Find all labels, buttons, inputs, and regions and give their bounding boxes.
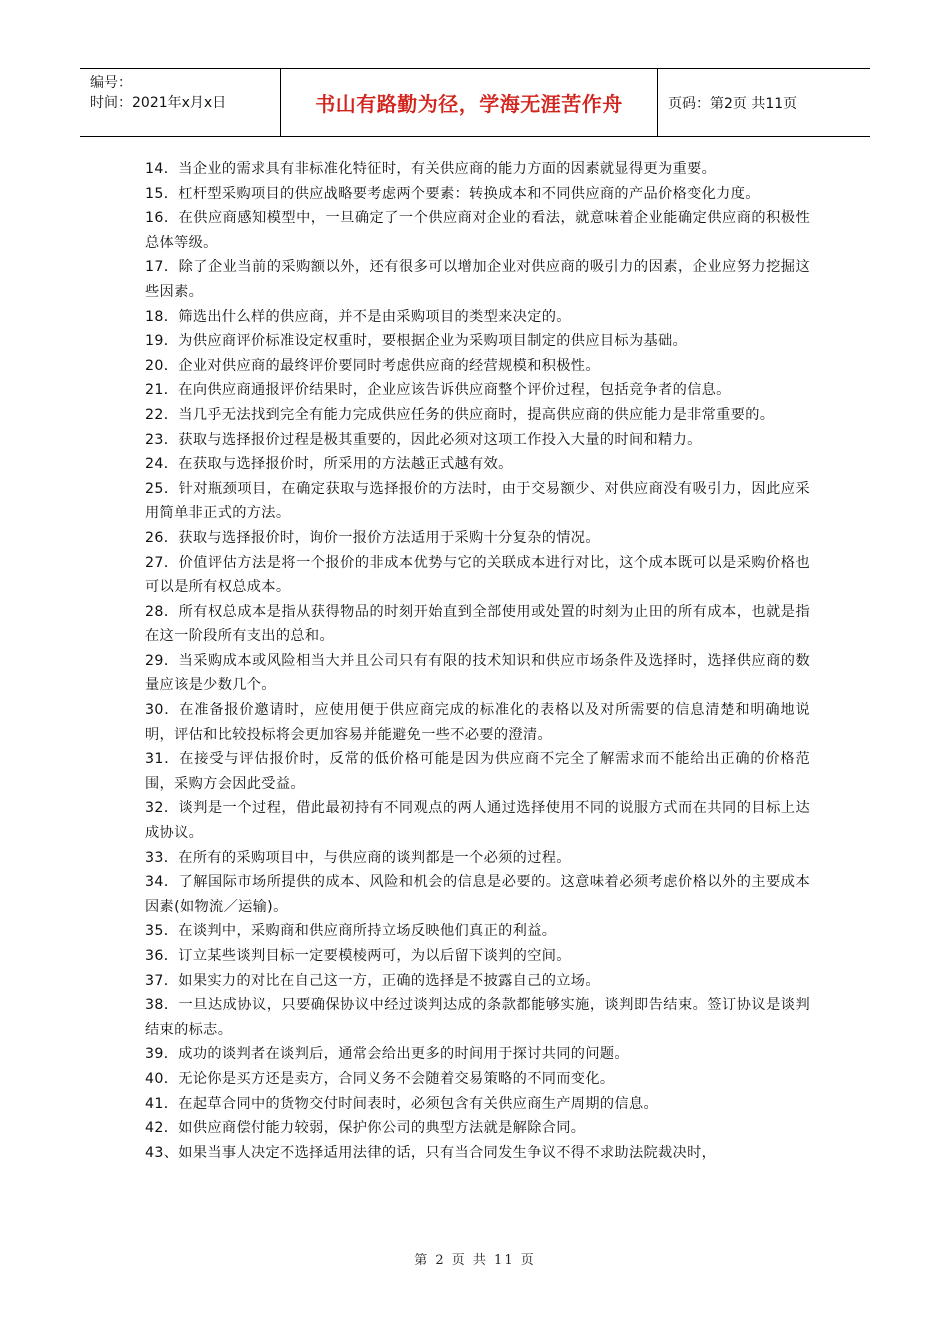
question-item: 22．当几乎无法找到完全有能力完成供应任务的供应商时，提高供应商的供应能力是非常重要的。: [145, 406, 775, 423]
document-header: [80, 68, 870, 137]
question-item: 26．获取与选择报价时，询价一报价方法适用于采购十分复杂的情况。: [145, 529, 600, 546]
question-item: 21．在向供应商通报评价结果时，企业应该告诉供应商整个评价过程，包括竞争者的信息。: [145, 382, 731, 399]
question-item: 24．在获取与选择报价时，所采用的方法越正式越有效。: [145, 456, 513, 473]
time-label: 时间：2021年x月x日: [90, 95, 227, 111]
question-item: 25．针对瓶颈项目，在确定获取与选择报价的方法时，由于交易额少、对供应商没有吸引力，因此应采用简单非正式的方法。: [145, 480, 810, 522]
question-item: 20．企业对供应商的最终评价要同时考虑供应商的经营规模和积极性。: [145, 357, 600, 374]
header-page-info: 页码：第2页 共11页: [668, 95, 798, 112]
question-item: 36．订立某些谈判目标一定要模棱两可，为以后留下谈判的空间。: [145, 948, 571, 964]
question-item: 14．当企业的需求具有非标准化特征时，有关供应商的能力方面的因素就显得更为重要。: [145, 161, 717, 177]
question-item: 34．了解国际市场所提供的成本、风险和机会的信息是必要的。这意味着必须考虑价格以外的主要成本因素(如物流／运输)。: [145, 874, 810, 915]
question-item: 41．在起草合同中的货物交付时间表时，必须包含有关供应商生产周期的信息。: [145, 1095, 659, 1112]
question-item: 40．无论你是买方还是卖方，合同义务不会随着交易策略的不同而变化。: [145, 1070, 615, 1087]
question-item: 31．在接受与评估报价时，反常的低价格可能是因为供应商不完全了解需求而不能给出正确的价格范围，采购方会因此受益。: [145, 751, 810, 792]
question-item: 16．在供应商感知模型中，一旦确定了一个供应商对企业的看法，就意味着企业能确定供应商的积极性总体等级。: [145, 210, 810, 251]
header-motto: 书山有路勤为径，学海无涯苦作舟: [281, 69, 658, 136]
question-item: 38．一旦达成协议，只要确保协议中经过谈判达成的条款都能够实施，谈判即告结束。签订协议是谈判结束的标志。: [145, 997, 810, 1038]
question-item: 30．在准备报价邀请时，应使用便于供应商完成的标准化的表格以及对所需要的信息清楚和明确地说明，评估和比较投标将会更加容易并能避免一些不必要的澄清。: [145, 702, 810, 743]
question-item: 43、如果当事人决定不选择适用法律的话，只有当合同发生争议不得不求助法院裁决时，: [145, 1144, 717, 1161]
question-item: 19．为供应商评价标准设定权重时，要根据企业为采购项目制定的供应目标为基础。: [145, 333, 688, 350]
question-item: 28．所有权总成本是指从获得物品的时刻开始直到全部使用或处置的时刻为止田的所有成本，也就是指在这一阶段所有支出的总和。: [145, 603, 810, 645]
question-item: 32．谈判是一个过程，借此最初持有不同观点的两人通过选择使用不同的说服方式而在共同的目标上达成协议。: [145, 800, 810, 842]
question-item: 17．除了企业当前的采购额以外，还有很多可以增加企业对供应商的吸引力的因素，企业应努力挖掘这些因素。: [145, 259, 810, 300]
page-footer: 第 2 页 共 11 页: [414, 1253, 536, 1268]
question-item: 23．获取与选择报价过程是极其重要的，因此必须对这项工作投入大量的时间和精力。: [145, 431, 702, 448]
question-list: [145, 157, 810, 1165]
question-item: 29．当采购成本或风险相当大并且公司只有有限的技术知识和供应市场条件及选择时，选择供应商的数量应该是少数几个。: [145, 652, 810, 694]
question-item: 18．筛选出什么样的供应商，并不是由采购项目的类型来决定的。: [145, 308, 571, 325]
question-item: 15．杠杆型采购项目的供应战略要考虑两个要素：转换成本和不同供应商的产品价格变化力度。: [145, 185, 760, 202]
code-label: 编号：: [90, 75, 132, 91]
question-item: 35．在谈判中，采购商和供应商所持立场反映他们真正的利益。: [145, 923, 557, 940]
question-item: 27．价值评估方法是将一个报价的非成本优势与它的关联成本进行对比，这个成本既可以是采购价格也可以是所有权总成本。: [145, 554, 810, 596]
header-meta: [80, 69, 281, 136]
question-item: 37．如果实力的对比在自己这一方，正确的选择是不披露自己的立场。: [145, 972, 600, 989]
question-item: 33．在所有的采购项目中，与供应商的谈判都是一个必须的过程。: [145, 849, 571, 866]
question-item: 42．如供应商偿付能力较弱，保护你公司的典型方法就是解除合同。: [145, 1120, 586, 1137]
question-item: 39．成功的谈判者在谈判后，通常会给出更多的时间用于探讨共同的问题。: [145, 1046, 629, 1063]
